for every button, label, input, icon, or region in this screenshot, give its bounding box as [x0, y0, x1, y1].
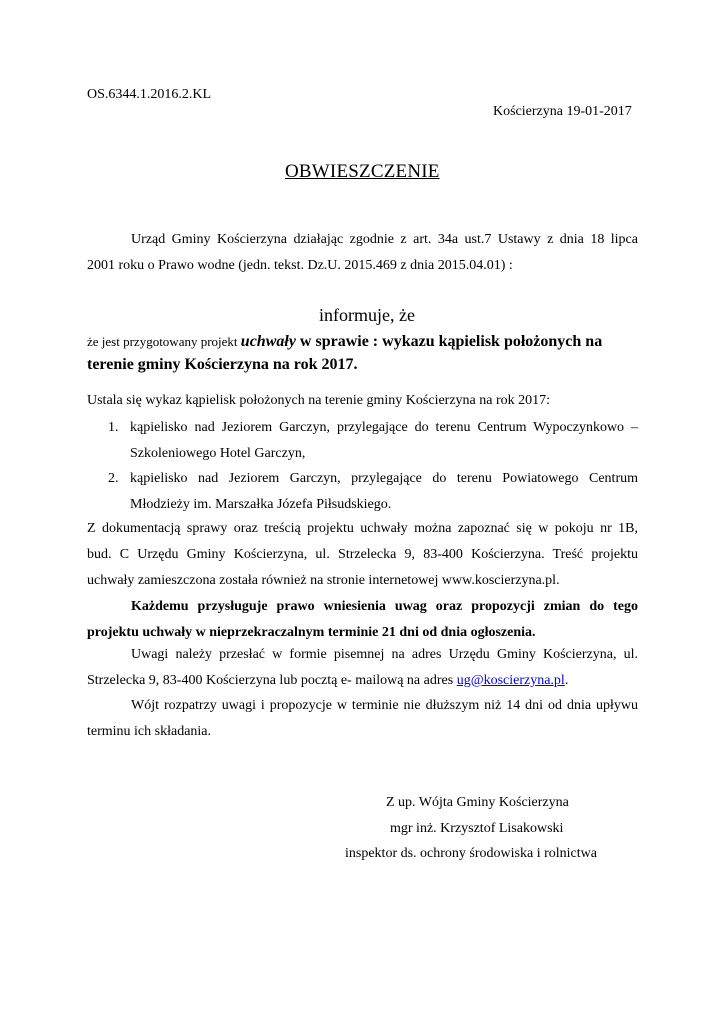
- list-item-1-line-2: Szkoleniowego Hotel Garczyn,: [130, 446, 306, 461]
- list-item-1-line-1: [108, 415, 638, 441]
- list-item-2-line-2: Młodzieży im. Marszałka Józefa Piłsudskiego.: [130, 497, 392, 512]
- list-item-2-line-1: [108, 466, 638, 492]
- signature-line-1: Z up. Wójta Gminy Kościerzyna: [386, 795, 569, 810]
- informuje-heading: informuje, że: [319, 305, 415, 325]
- intro-lead-text: że jest przygotowany projekt: [87, 334, 241, 349]
- signature-position: inspektor ds. ochrony środowiska i rolnictwa: [345, 846, 597, 861]
- review-paragraph: [87, 693, 638, 745]
- intro-bold-text: w sprawie : wykazu kąpielisk położonych na: [295, 333, 603, 350]
- project-intro-line-2: terenie gminy Kościerzyna na rok 2017.: [87, 356, 358, 373]
- remarks-line-1: Uwagi należy przesłać w formie pisemnej na adres Urzędu Gminy Kościerzyna, ul.: [131, 647, 638, 662]
- preamble-line-1: Urząd Gminy Kościerzyna działając zgodnie z art. 34a ust.7 Ustawy z dnia 18 lipca: [131, 232, 638, 247]
- document-reference-number: OS.6344.1.2016.2.KL: [87, 87, 212, 102]
- list-item-2-number: 2.: [108, 471, 119, 486]
- list-item-1-text: kąpielisko nad Jeziorem Garczyn, przylegające do terenu Centrum Wypoczynkowo –: [130, 420, 638, 435]
- documentation-line-1: Z dokumentacją sprawy oraz treścią projektu uchwały można zapoznać się w pokoju nr 1B,: [87, 521, 638, 536]
- rights-paragraph: [87, 594, 638, 646]
- rights-line-2: projektu uchwały w nieprzekraczalnym terminie 21 dni od dnia ogłoszenia.: [87, 625, 536, 640]
- email-link[interactable]: ug@koscierzyna.pl: [456, 673, 565, 688]
- intro-uchwaly-text: uchwały: [240, 333, 296, 350]
- list-item-1-number: 1.: [108, 420, 119, 435]
- rights-line-1: Każdemu przysługuje prawo wniesienia uwag oraz propozycji zmian do tego: [131, 599, 638, 614]
- remarks-line-2-end: .: [564, 673, 569, 688]
- preamble-line-2: 2001 roku o Prawo wodne (jedn. tekst. Dz.U. 2015.469 z dnia 2015.04.01) :: [87, 258, 513, 273]
- list-item-2-text: kąpielisko nad Jeziorem Garczyn, przylegające do terenu Powiatowego Centrum: [130, 471, 638, 486]
- remarks-paragraph: [87, 642, 638, 694]
- remarks-line-2: [87, 668, 638, 694]
- place-and-date: Kościerzyna 19-01-2017: [493, 104, 632, 119]
- documentation-line-3: uchwały zamieszczona została również na stronie internetowej www.koscierzyna.pl.: [87, 573, 560, 588]
- document-title: OBWIESZCZENIE: [285, 161, 440, 182]
- project-intro-line-1: [87, 333, 602, 351]
- signature-name: mgr inż. Krzysztof Lisakowski: [390, 821, 564, 836]
- list-item-2: [108, 466, 638, 518]
- preamble-paragraph: [87, 227, 638, 279]
- remarks-line-2-text: Strzelecka 9, 83-400 Kościerzyna lub pocztą e- mailową na adres: [87, 673, 457, 688]
- review-line-2: terminu ich składania.: [87, 724, 212, 739]
- review-line-1: Wójt rozpatrzy uwagi i propozycje w terminie nie dłuższym niż 14 dni od dnia upływu: [131, 698, 638, 713]
- list-item-1: [108, 415, 638, 467]
- documentation-paragraph: [87, 516, 638, 594]
- documentation-line-2: bud. C Urzędu Gminy Kościerzyna, ul. Strzelecka 9, 83-400 Kościerzyna. Treść projektu: [87, 547, 638, 562]
- list-intro: Ustala się wykaz kąpielisk położonych na terenie gminy Kościerzyna na rok 2017:: [87, 393, 551, 408]
